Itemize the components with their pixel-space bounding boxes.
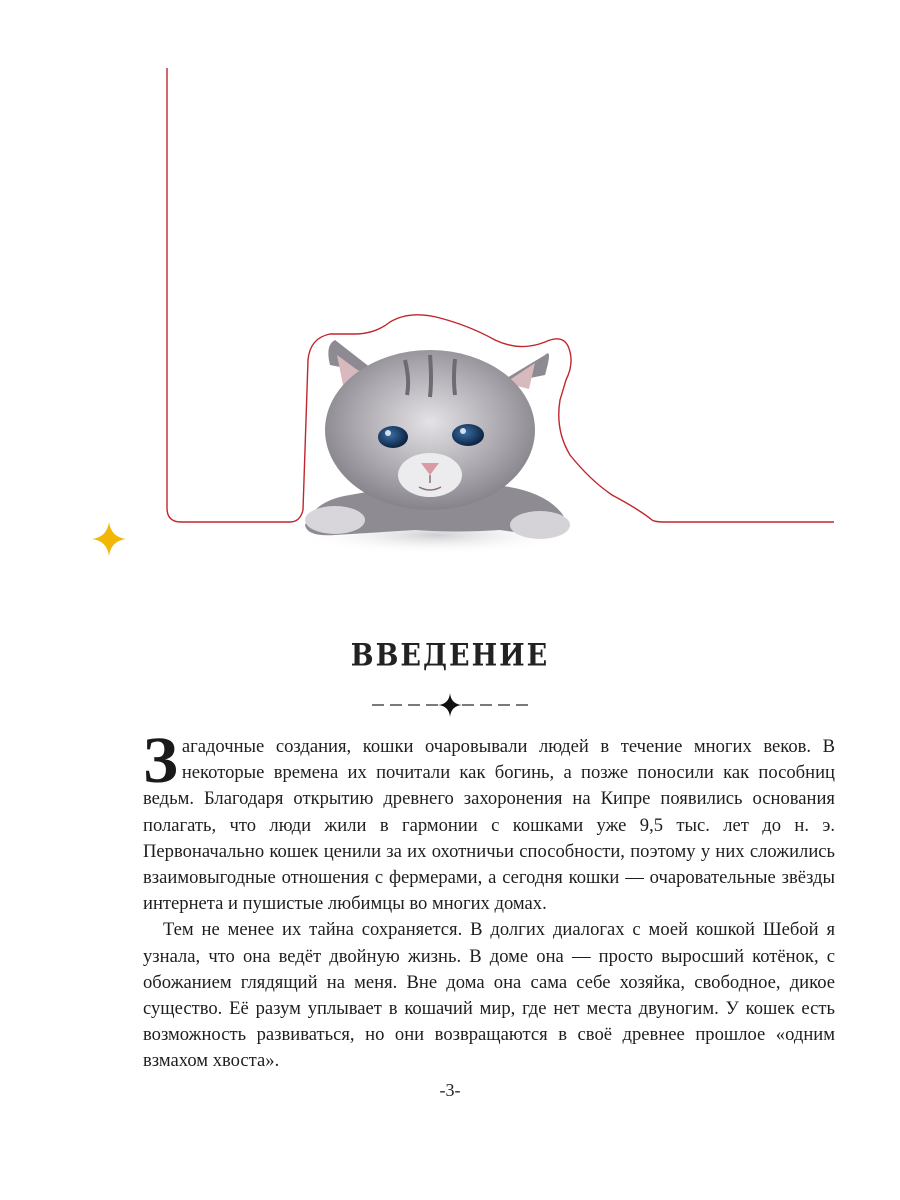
kitten-illustration — [295, 325, 575, 555]
body-text — [143, 724, 835, 1075]
paragraph-1-text: агадочные создания, кошки очаровывали людей в течение многих веков. В некоторые времена их почитали как богинь, а позже поносили как пособниц ведьм. Благодаря открытию древнего захоронения на Кипре появились основания полагать, что люди жили в гармонии с кошками уже 9,5 тыс. лет до н. э. Первоначально кошек ценили за их охотничьи способности, поэтому у них сложились взаимовыгодные отношения с фермерами, а сегодня кошки — очаровательные звёзды интернета и пушистые любимцы во многих домах. — [143, 736, 835, 915]
drop-cap: З — [143, 724, 178, 797]
star-icon — [92, 522, 126, 556]
page-number: -3- — [439, 1080, 461, 1100]
paragraph-2: Тем не менее их тайна сохраняется. В долгих диалогах с моей кошкой Шебой я узнала, что она ведёт двойную жизнь. В доме она — просто выросший котёнок, с обожанием глядящий на меня. Вне дома она сама себе хозяйка, свободное, дикое существо. Её разум уплывает в кошачий мир, где нет места двуногим. У кошек есть возможность развиваться, но они возвращаются в своё древнее прошлое «одним взмахом хвоста». — [143, 919, 835, 1072]
chapter-title: ВВЕДЕНИЕ — [350, 637, 550, 674]
paragraph-1 — [143, 724, 835, 917]
diamond-icon — [438, 693, 462, 717]
ornament-divider — [370, 690, 530, 720]
